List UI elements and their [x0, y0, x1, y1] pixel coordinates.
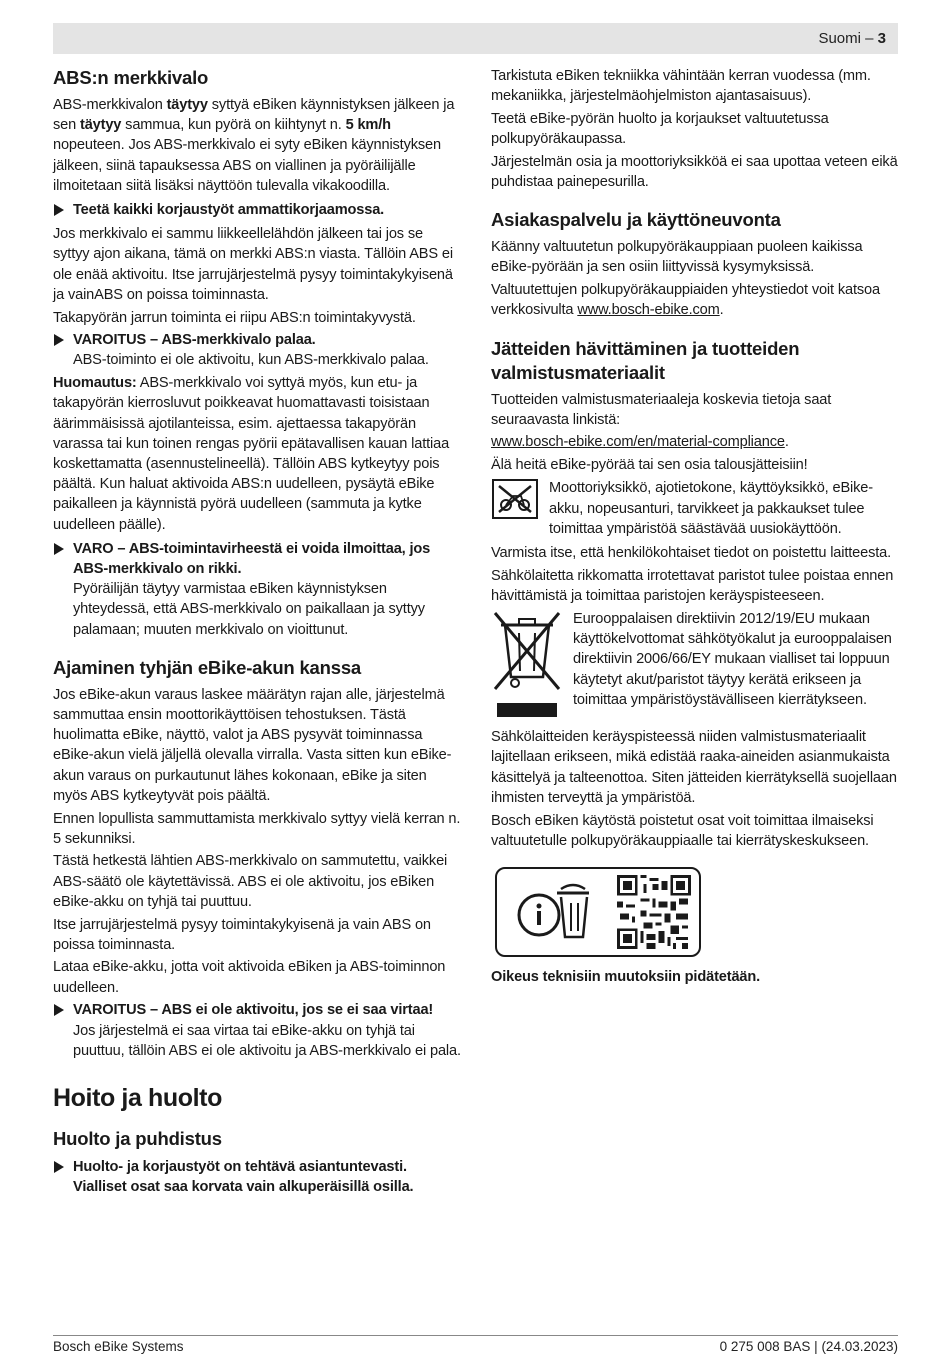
disposal-heading: Jätteiden hävittäminen ja tuotteiden valmistusmateriaalit — [491, 337, 800, 383]
service-cleaning-heading: Huolto ja puhdistus — [53, 1127, 222, 1149]
no-water-paragraph: Järjestelmän osia ja moottoriyksikköä ei saa upottaa veteen eikä puhdistaa painepesurilla. — [491, 153, 898, 191]
disposal-info-box — [495, 867, 701, 957]
service-dealer-paragraph: Teetä eBike-pyörän huolto ja korjaukset valtuutetussa polkupyöräkaupassa. — [491, 110, 829, 148]
arrow-bullet-icon — [54, 543, 64, 555]
recycling-row — [491, 478, 899, 539]
empty-battery-warning-title: VAROITUS – ABS ei ole aktivoitu, jos se ei saa virtaa! — [73, 1002, 434, 1019]
abs-indicator-heading: ABS:n merkkivalo — [53, 67, 209, 88]
abs-warning-2-text: Pyöräilijän täytyy varmistaa eBiken käynnistyksen yhteydessä, että ABS-merkkivalo on paikallaan ja syttyy palamaan; muuten merkkivalo on vioittunut. — [73, 581, 425, 638]
disposal-paragraph-1: Tuotteiden valmistusmateriaaleja koskevia tietoja saat seuraavasta linkistä: — [491, 391, 832, 428]
technical-changes-note: Oikeus teknisiin muutoksiin pidätetään. — [491, 968, 761, 985]
no-household-waste-paragraph: Älä heitä eBike-pyörää tai sen osia talousjätteisiin! — [491, 457, 808, 474]
footer-brand: Bosch eBike Systems — [53, 1339, 184, 1354]
customer-service-heading: Asiakaspalvelu ja käyttöneuvonta — [491, 209, 781, 231]
abs-warning-1 — [53, 330, 461, 370]
crossed-bin-icon — [491, 609, 563, 723]
repair-instruction: Teetä kaikki korjaustyöt ammattikorjaamossa. — [53, 200, 461, 220]
empty-battery-warning — [53, 1000, 461, 1061]
header-separator: – — [865, 30, 874, 47]
empty-battery-paragraph-4: Itse jarrujärjestelmä pysyy toimintakykyisenä ja vain ABS on poissa toiminnasta. — [53, 916, 431, 953]
free-return-paragraph: Bosch eBiken käytöstä poistetut osat voit toimittaa ilmaiseksi valtuutetulle polkupyöräkauppiaalle tai kierrätyskeskukseen. — [491, 812, 874, 849]
customer-service-paragraph-2: Valtuutettujen polkupyöräkauppiaiden yhteystiedot voit katsoa verkkosivulta www.bosch-ebike.com. — [491, 282, 880, 319]
personal-data-paragraph: Varmista itse, että henkilökohtaiset tiedot on poistettu laitteesta. — [491, 544, 892, 561]
right-column — [491, 66, 899, 990]
empty-battery-paragraph-5: Lataa eBike-akku, jotta voit aktivoida eBiken ja ABS-toiminnon uudelleen. — [53, 959, 446, 996]
abs-warning-1-title: VAROITUS – ABS-merkkivalo palaa. — [73, 332, 316, 349]
arrow-bullet-icon — [54, 1161, 64, 1173]
abs-warning-2-title: VARO – ABS-toimintavirheestä ei voida ilmoittaa, jos ABS-merkkivalo on rikki. — [73, 540, 431, 577]
abs-note: Huomautus: ABS-merkkivalo voi syttyä myös, kun etu- ja takapyörän kierrosluvut poikkeavat huomattavasti toisistaan äärimmäisissä ajotilanteissa, esim. ajettaessa takapyörän varassa tai kun toinen rengas pyörii epätavallisen kauan lattiaa koskettamatta (asennustelineellä). Tällöin ABS kytkeytyy pois päältä. Kun haluat aktivoida ABS:n uudelleen, pysäytä eBike paikalleen ja käynnistä pyörä uudelleen (sammuta ja kytke uudelleen päälle). — [53, 375, 450, 533]
header-language: Suomi — [818, 30, 861, 47]
weee-text: Eurooppalaisen direktiivin 2012/19/EU mukaan käyttökelvottomat sähkötyökalut ja eurooppalaisen direktiivin 2006/66/EY mukaan vialliset tai loppuun käytetyt akut/paristot täytyy kerätä erikseen ja toimittaa ympäristöystävälliseen kierrätykseen. — [573, 611, 892, 708]
abs-indicator-paragraph-3: Takapyörän jarrun toiminta ei riipu ABS:n toimintakyvystä. — [53, 309, 416, 326]
arrow-bullet-icon — [54, 204, 64, 216]
weee-row — [491, 609, 899, 723]
arrow-bullet-icon — [54, 1004, 64, 1016]
left-column — [53, 66, 461, 1200]
page-header — [53, 23, 898, 54]
customer-service-paragraph-1: Käänny valtuutetun polkupyöräkauppiaan puoleen kaikissa eBike-pyörään ja sen osiin liittyvissä kysymyksissä. — [491, 239, 863, 276]
material-compliance-link[interactable]: www.bosch-ebike.com/en/material-compliance — [491, 434, 785, 451]
empty-battery-paragraph-3: Tästä hetkestä lähtien ABS-merkkivalo on sammutettu, vaikkei ABS-säätö ole käytettävissä. ABS ei ole aktivoitu, jos eBiken eBike-akku on tyhjä tai puuttuu. — [53, 853, 448, 910]
material-compliance-line: www.bosch-ebike.com/en/material-compliance. — [491, 434, 789, 451]
bosch-ebike-link[interactable]: www.bosch-ebike.com — [577, 302, 720, 319]
batteries-paragraph: Sähkölaitetta rikkomatta irrotettavat paristot tulee poistaa ennen hävittämistä ja toimittaa paristojen keräyspisteeseen. — [491, 567, 894, 604]
no-household-waste-icon — [491, 478, 539, 526]
info-bin-icon — [511, 879, 597, 951]
header-text — [818, 30, 886, 47]
abs-indicator-paragraph-1: ABS-merkkivalon täytyy syttyä eBiken käynnistyksen jälkeen ja sen täytyy sammua, kun pyörä on kiihtynyt n. 5 km/h nopeuteen. Jos ABS-merkkivalo ei syty eBiken käynnistyksen jälkeen, siinä tapauksessa ABS on viallinen ja pyöräilijälle ilmoitetaan siitä lisäksi näyttöön tulevalla vikakoodilla. — [53, 97, 455, 194]
arrow-bullet-icon — [54, 334, 64, 346]
empty-battery-paragraph-1: Jos eBike-akun varaus laskee määrätyn rajan alle, järjestelmä sammuttaa ensin moottorikäyttöisen tehostuksen. Tästä huolimatta eBike, näyttö, valot ja ABS pysyvät toiminnassa eBike-akun vielä jäljellä olevalla virralla. Vasta sitten kun eBike-akun varaus on purkautunut lähes kokonaan, eBike ja siten myös ABS kytkeytyvät pois päältä. — [53, 686, 452, 804]
qr-code-icon[interactable] — [617, 875, 691, 955]
page-number: 3 — [877, 30, 886, 47]
empty-battery-paragraph-2: Ennen lopullista sammuttamista merkkivalo syttyy vielä kerran n. 5 sekunniksi. — [53, 810, 461, 847]
collection-point-paragraph: Sähkölaitteiden keräyspisteessä niiden valmistusmateriaalit lajitellaan erikseen, mikä edistää raaka-aineiden asianmukaista käsittelyä ja talteenottoa. Siten jätteiden kierrätyksellä suojellaan ihmisten terveyttä ja ympäristöä. — [491, 729, 897, 806]
care-heading: Hoito ja huolto — [53, 1083, 222, 1112]
footer-divider — [53, 1335, 898, 1336]
abs-indicator-paragraph-2: Jos merkkivalo ei sammu liikkeellelähdön jälkeen tai jos se syttyy ajon aikana, tämä on merkki ABS:n viasta. Tällöin ABS ei ole enää aktivoitu. Itse jarrujärjestelmä pysyy toimintakykyisenä ja vainABS on poissa toiminnasta. — [53, 226, 453, 303]
empty-battery-heading: Ajaminen tyhjän eBike-akun kanssa — [53, 656, 362, 678]
inspection-paragraph: Tarkistuta eBiken tekniikka vähintään kerran vuodessa (mm. mekaniikka, järjestelmäohjelmiston ajantasaisuus). — [491, 68, 871, 105]
service-instruction: Huolto- ja korjaustyöt on tehtävä asiantuntevasti. Vialliset osat saa korvata vain alkuperäisillä osilla. — [53, 1157, 461, 1197]
recycling-text: Moottoriyksikkö, ajotietokone, käyttöyksikkö, eBike-akku, nopeusanturi, tarvikkeet ja pakkaukset tulee toimittaa ympäristöä säästävää uusiokäyttöön. — [549, 480, 873, 537]
abs-warning-1-text: ABS-toiminto ei ole aktivoitu, kun ABS-merkkivalo palaa. — [73, 352, 429, 369]
abs-warning-2 — [53, 539, 461, 640]
empty-battery-warning-text: Jos järjestelmä ei saa virtaa tai eBike-akku on tyhjä tai puuttuu, tällöin ABS ei ole aktivoitu ja ABS-merkkivalo ei pala. — [73, 1022, 461, 1059]
footer-document-id: 0 275 008 BAS | (24.03.2023) — [719, 1339, 898, 1354]
